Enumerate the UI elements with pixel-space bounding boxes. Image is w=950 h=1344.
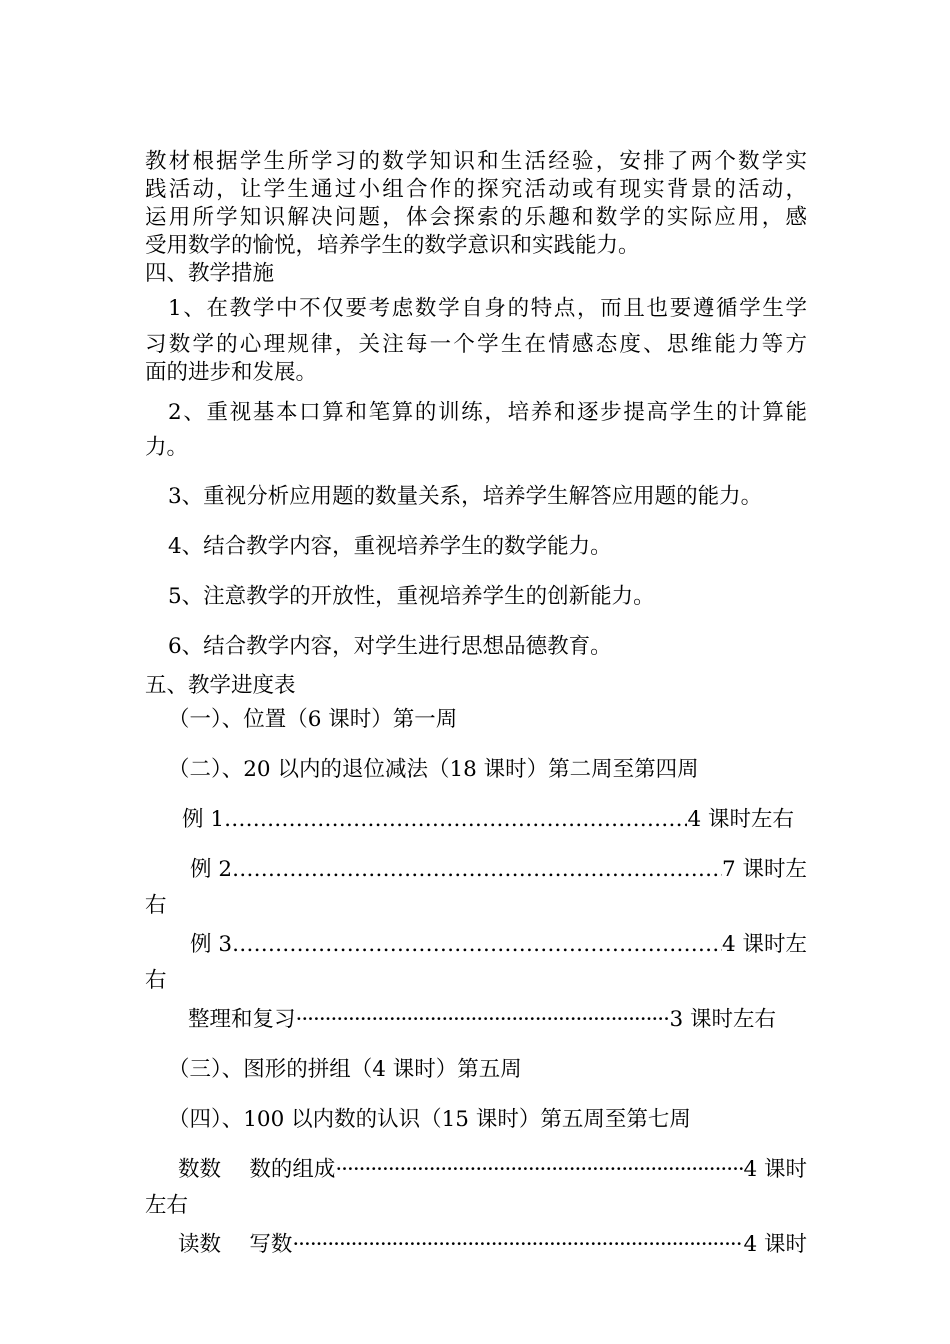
entry-wrap: 右	[145, 968, 167, 993]
measure-line: 3、重视分析应用题的数量关系，培养学生解答应用题的能力。	[168, 484, 763, 509]
paragraph-line: 受用数学的愉悦，培养学生的数学意识和实践能力。	[145, 233, 640, 258]
entry-label: 整理和复习	[188, 1007, 296, 1032]
schedule-unit: （一）、位置（6 课时）第一周	[168, 707, 458, 732]
entry-hours: 7 课时左	[721, 857, 807, 882]
leader-dots	[232, 856, 722, 884]
section-heading: 四、教学措施	[145, 261, 275, 286]
entry-hours: 4 课时	[743, 1232, 807, 1257]
schedule-unit: （四）、100 以内数的认识（15 课时）第五周至第七周	[168, 1107, 691, 1132]
measure-line: 2、重视基本口算和笔算的训练，培养和逐步提高学生的计算能	[168, 400, 807, 425]
entry-wrap: 左右	[145, 1193, 189, 1218]
measure-line: 面的进步和发展。	[145, 360, 318, 385]
entry-hours: 4 课时	[743, 1157, 807, 1182]
paragraph-line: 教材根据学生所学习的数学知识和生活经验，安排了两个数学实	[145, 149, 807, 174]
measure-line: 6、结合教学内容，对学生进行思想品德教育。	[168, 634, 612, 659]
schedule-unit: （二）、20 以内的退位减法（18 课时）第二周至第四周	[168, 757, 699, 782]
schedule-entry	[178, 1156, 807, 1184]
entry-label: 例 3	[190, 932, 233, 957]
measure-line: 1、在教学中不仅要考虑数学自身的特点，而且也要遵循学生学	[168, 296, 807, 321]
section-heading: 五、教学进度表	[145, 673, 296, 698]
schedule-entry	[188, 1006, 776, 1034]
paragraph-line: 运用所学知识解决问题，体会探索的乐趣和数学的实际应用，感	[145, 205, 807, 230]
entry-label: 读数 写数	[178, 1232, 293, 1257]
entry-wrap: 右	[145, 893, 167, 918]
measure-line: 4、结合教学内容，重视培养学生的数学能力。	[168, 534, 612, 559]
leader-dots	[335, 1156, 743, 1184]
measure-line: 5、注意教学的开放性，重视培养学生的创新能力。	[168, 584, 655, 609]
leader-dots	[292, 1231, 743, 1259]
entry-label: 例 1	[182, 807, 225, 832]
schedule-unit: （三）、图形的拼组（4 课时）第五周	[168, 1057, 522, 1082]
schedule-entry	[178, 1231, 807, 1259]
measure-line: 力。	[145, 435, 189, 460]
paragraph-line: 践活动，让学生通过小组合作的探究活动或有现实背景的活动，	[145, 177, 807, 202]
schedule-entry	[190, 931, 807, 959]
measure-line: 习数学的心理规律，关注每一个学生在情感态度、思维能力等方	[145, 332, 807, 357]
leader-dots	[224, 806, 687, 834]
entry-hours: 3 课时左右	[669, 1007, 776, 1032]
leader-dots	[232, 931, 722, 959]
entry-label: 数数 数的组成	[178, 1157, 336, 1182]
schedule-entry	[190, 856, 807, 884]
leader-dots	[296, 1006, 670, 1034]
entry-hours: 4 课时左右	[687, 807, 794, 832]
entry-hours: 4 课时左	[721, 932, 807, 957]
entry-label: 例 2	[190, 857, 233, 882]
schedule-entry	[182, 806, 794, 834]
